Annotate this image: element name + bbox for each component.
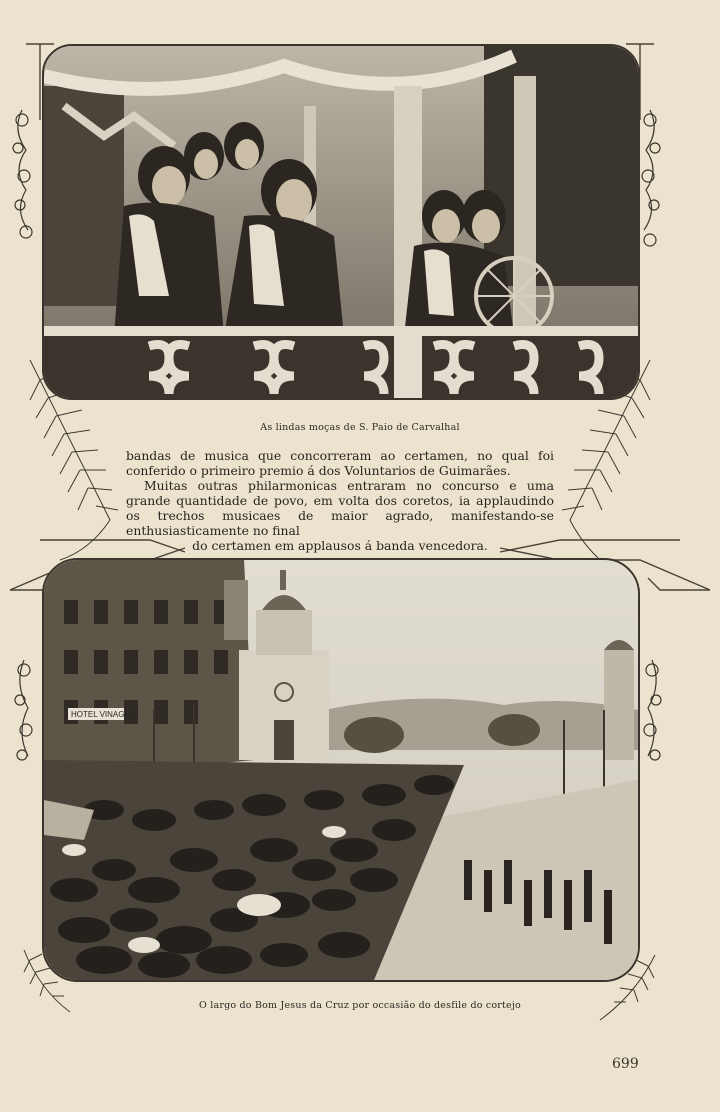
article-paragraph-2: Muitas outras philarmonicas entraram no concurso e uma grande quantidade de povo, em volta dos coretos, ia applaudindo os trechos musicaes de maior agrado, manifestando-se enthusiasticamente no final	[126, 478, 554, 538]
floral-cluster-right-top	[642, 110, 660, 246]
photo-women-bandstand	[42, 44, 640, 400]
article-paragraph-2-last-line: do certamen em applausos á banda vencedora.	[192, 538, 488, 553]
article-body	[126, 448, 554, 553]
photo-square-crowd	[42, 558, 640, 982]
page-number: 699	[612, 1056, 639, 1072]
photo-women-bandstand-graphic	[44, 46, 638, 398]
photo-square-crowd-graphic	[44, 560, 638, 980]
photo-caption-top: As lindas moças de S. Paio de Carvalhal	[260, 422, 460, 433]
photo-caption-bottom: O largo do Bom Jesus da Cruz por occasião do desfile do cortejo	[199, 1000, 521, 1011]
floral-cluster-left-bottom	[15, 660, 32, 760]
hotel-sign: HOTEL VINAGRE	[71, 710, 136, 719]
floral-cluster-left-top	[13, 110, 32, 238]
article-paragraph-1: bandas de musica que concorreram ao certamen, no qual foi conferido o primeiro premio á dos Voluntarios de Guimarães.	[126, 448, 554, 478]
floral-cluster-right-bottom	[644, 660, 661, 760]
